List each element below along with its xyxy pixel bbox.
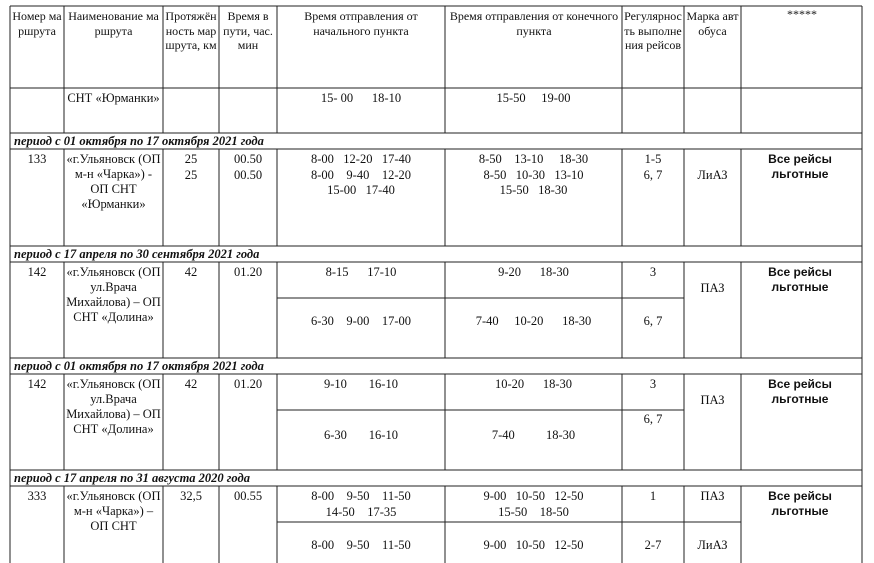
end-times: 7-40 18-30 [491,428,576,442]
end-times: 9-20 18-30 [498,265,569,279]
header-regularity: Регулярность выполнения рейсов [624,9,682,52]
notes: Все рейсы льготные [768,265,832,294]
notes: Все рейсы льготные [768,377,832,406]
notes: Все рейсы льготные [768,489,832,518]
header-travel-time: Время в пути, час. мин [223,9,273,52]
route-number: 142 [27,377,47,391]
route-length: 25 [184,152,198,166]
start-times: 6-30 9-00 17-00 [311,314,411,328]
start-times: 14-50 17-35 [325,505,397,519]
route-length: 25 [184,168,198,182]
bus-brand: ЛиАЗ [697,168,728,182]
travel-time: 01.20 [233,265,263,279]
regularity: 6, 7 [643,314,663,328]
bus-brand: ПАЗ [700,281,725,295]
start-times: 9-10 16-10 [324,377,398,391]
route-name: «г.Ульяновск (ОП м-н «Чарка») – ОП СНТ [66,489,161,533]
travel-time: 00.50 [233,152,263,166]
top-row-start-times: 15- 00 18-10 [320,91,402,105]
regularity: 1-5 [644,152,662,166]
end-times: 9-00 10-50 12-50 [483,538,584,552]
travel-time: 00.55 [233,489,263,503]
top-row-name: СНТ «Юрманки» [67,91,160,105]
route-length: 32,5 [180,489,202,503]
period-label: период с 01 октября по 17 октября 2021 года [14,359,264,373]
regularity: 3 [649,265,657,279]
start-times: 15-00 17-40 [327,183,395,197]
end-times: 15-50 18-50 [498,505,569,519]
end-times: 9-00 10-50 12-50 [483,489,584,503]
travel-time: 00.50 [233,168,263,182]
bus-brand: ПАЗ [700,393,725,407]
notes: Все рейсы льготные [768,152,832,181]
regularity: 6, 7 [643,412,663,426]
header-departure-end: Время отправления от конечного пункта [449,9,619,38]
route-length: 42 [184,377,198,391]
header-route-name: Наименование маршрута [68,9,159,38]
bus-brand: ЛиАЗ [697,538,728,552]
start-times: 6-30 16-10 [324,428,398,442]
regularity: 1 [649,489,657,503]
route-name: «г.Ульяновск (ОП м-н «Чарка») - ОП СНТ «Юрманки» [66,152,161,211]
header-bus-brand: Марка автобуса [686,9,739,38]
end-times: 8-50 10-30 13-10 [483,168,584,182]
route-name: «г.Ульяновск (ОП ул.Врача Михайлова) – ОП СНТ «Долина» [66,377,161,436]
header-notes: ***** [787,7,817,21]
route-length: 42 [184,265,198,279]
route-name: «г.Ульяновск (ОП ул.Врача Михайлова) – ОП СНТ «Долина» [66,265,161,324]
bus-brand: ПАЗ [700,489,725,503]
route-number: 333 [27,489,47,503]
end-times: 15-50 18-30 [499,183,568,197]
period-label: период с 01 октября по 17 октября 2021 года [14,134,264,148]
end-times: 10-20 18-30 [494,377,573,391]
end-times: 7-40 10-20 18-30 [475,314,592,328]
header-route-number: Номер маршрута [12,9,62,38]
regularity: 6, 7 [643,168,663,182]
start-times: 8-00 9-50 11-50 [311,489,411,503]
start-times: 8-15 17-10 [325,265,397,279]
start-times: 8-00 9-40 12-20 [311,168,411,182]
period-label: период с 17 апреля по 31 августа 2020 года [14,471,250,485]
header-length: Протяжённость маршрута, км [165,9,217,52]
route-number: 142 [27,265,47,279]
end-times: 8-50 13-10 18-30 [478,152,589,166]
header-departure-start: Время отправления от начального пункта [304,9,418,38]
start-times: 8-00 12-20 17-40 [311,152,411,166]
period-label: период с 17 апреля по 30 сентября 2021 года [14,247,260,261]
regularity: 2-7 [644,538,662,552]
start-times: 8-00 9-50 11-50 [311,538,411,552]
route-number: 133 [27,152,47,166]
regularity: 3 [649,377,657,391]
top-row-end-times: 15-50 19-00 [496,91,571,105]
travel-time: 01.20 [233,377,263,391]
